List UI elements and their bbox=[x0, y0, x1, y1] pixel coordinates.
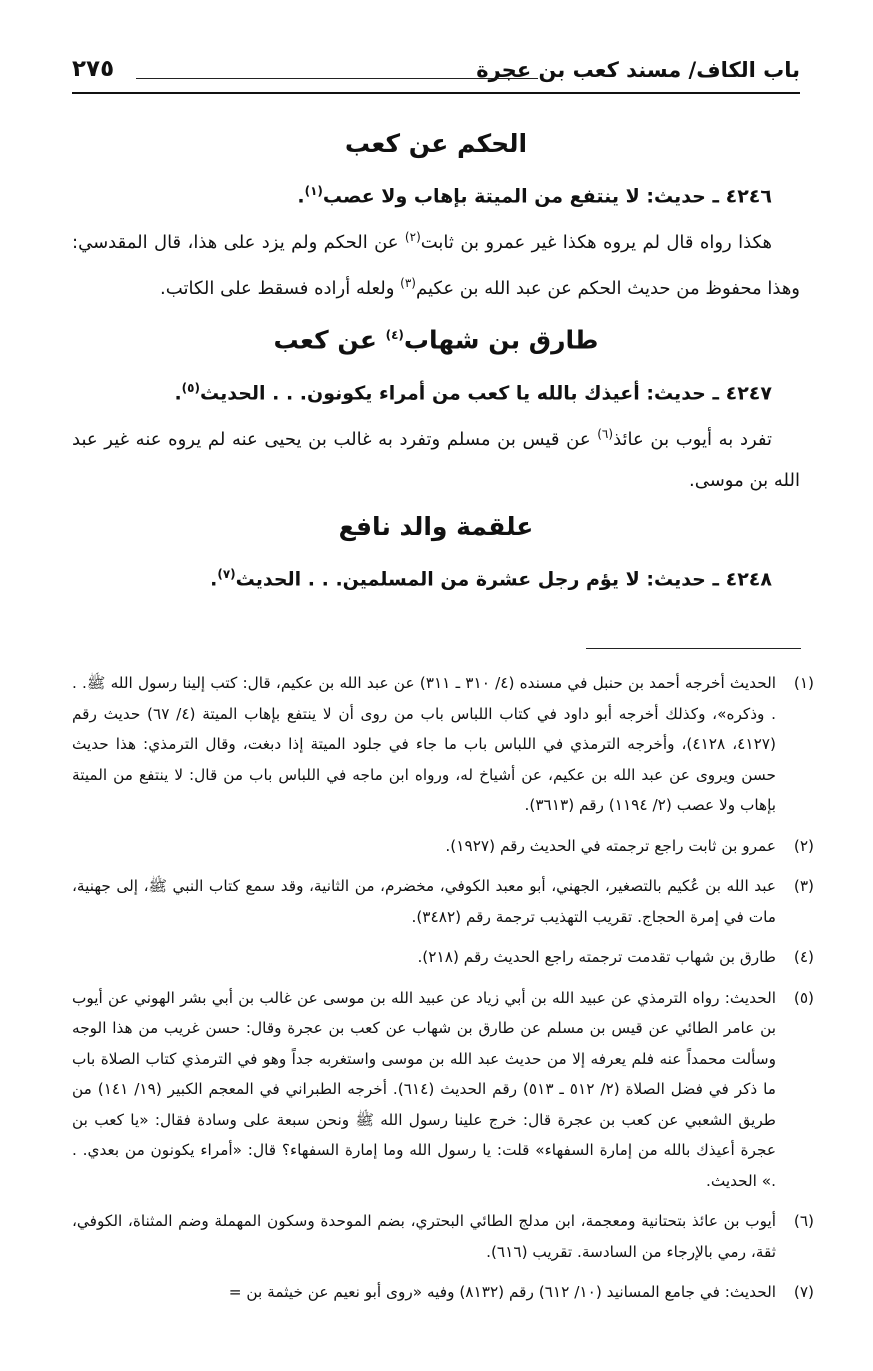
footnote-text: عمرو بن ثابت راجع ترجمته في الحديث رقم (١٩٢٧). bbox=[445, 836, 776, 855]
hadith-text: ـ حديث: لا ينتفع من الميتة بإهاب ولا عصب bbox=[322, 185, 719, 208]
footnote-number: (١) bbox=[793, 674, 814, 692]
hadith-entry: ٤٢٤٨ ـ حديث: لا يؤم رجل عشرة من المسلمين. . . الحديث$^{(٧)}$. bbox=[210, 566, 772, 591]
section-heading: طارق بن شهاب$^{(٤)}$ عن كعب bbox=[273, 325, 599, 355]
hadith-entry: ٤٢٤٧ ـ حديث: أعيذك بالله يا كعب من أمراء يكونون. . . الحديث$^{(٥)}$. bbox=[174, 380, 772, 404]
footnote-ref: (٤) bbox=[385, 328, 404, 343]
footnote-number: (٥) bbox=[793, 988, 814, 1007]
footnote-text: عبد الله بن عُكيم بالتصغير، الجهني، أبو معبد الكوفي، مخضرم، من الثانية، وقد سمع كتاب النبي ﷺ، إلى جهنية، مات في إمرة الحجاج. تقريب التهذيب ترجمة رقم (٣٤٨٢). bbox=[72, 877, 776, 926]
section-heading: علقمة والد نافع bbox=[338, 511, 534, 541]
footnote-ref: (٢) bbox=[404, 230, 421, 245]
running-title: باب الكاف/ مسند كعب بن عجرة bbox=[476, 58, 800, 82]
footnote bbox=[72, 1277, 814, 1308]
footnote bbox=[72, 668, 814, 821]
footnote bbox=[72, 871, 814, 932]
hadith-number: ٤٢٤٨ bbox=[725, 568, 772, 591]
footnote-number: (٦) bbox=[793, 1212, 814, 1230]
header-line bbox=[136, 78, 538, 79]
page-number: ٢٧٥ bbox=[72, 56, 115, 82]
footnote bbox=[72, 983, 814, 1197]
footnote-number: (٢) bbox=[793, 836, 814, 855]
header-rule bbox=[72, 92, 800, 94]
footnote-number: (٤) bbox=[793, 948, 814, 966]
footnote-number: (٧) bbox=[793, 1283, 814, 1301]
footnote-ref: (١) bbox=[304, 184, 323, 198]
hadith-number: ٤٢٤٦ bbox=[725, 185, 772, 208]
footnote-separator bbox=[586, 648, 801, 649]
page-header bbox=[72, 54, 800, 94]
section-heading: الحكم عن كعب bbox=[344, 129, 528, 158]
footnote bbox=[72, 831, 814, 862]
hadith-number: ٤٢٤٧ bbox=[725, 381, 772, 404]
hadith-text: ـ حديث: لا يؤم رجل عشرة من المسلمين. . . الحديث bbox=[235, 568, 719, 591]
hadith-text: ـ حديث: أعيذك بالله يا كعب من أمراء يكونون. . . الحديث bbox=[199, 381, 719, 404]
commentary-paragraph: هكذا رواه قال لم يروه هكذا غير عمرو بن ثابت$^{(٢)}$ عن الحكم ولم يزد على هذا، قال المقدسي: وهذا محفوظ من حديث الحكم عن عبد الله بن عكيم$^{(٣)}$ ولعله أراده فسقط على الكاتب. bbox=[72, 230, 800, 300]
footnote-text: الحديث: رواه الترمذي عن عبيد الله بن أبي زياد عن عبيد الله بن موسى عن غالب بن أبي بشر الهوني عن أيوب بن عامر الطائي عن قيس بن مسلم عن طارق بن شهاب عن كعب بن عجرة وقال: حسن غريب من هذا الوجه وسألت محمداً عنه فلم يعرفه إلا من حديث عبد الله بن موسى واستغربه جداً وهو في الترمذي كتاب الصلاة باب ما ذكر في فضل الصلاة (٢/ ٥١٢ ـ ٥١٣) رقم الحديث (٦١٤). أخرجه الطبراني في المعجم الكبير (١٩/ ١٤١) من طريق الشعبي عن كعب بن عجرة قال: خرج علينا رسول الله ﷺ ونحن سبعة على وسادة فقال: «يا كعب بن عجرة أعيذك بالله من إمارة السفهاء» قلت: يا رسول الله وما إمارة السفهاء؟ قال: «أمراء يكونون من بعدي. . .» الحديث. bbox=[72, 988, 776, 1190]
footnote-text: الحديث أخرجه أحمد بن حنبل في مسنده (٤/ ٣١٠ ـ ٣١١) عن عبد الله بن عكيم، قال: كتب إلينا رسول الله ﷺ. . . وذكره»، وكذلك أخرجه أبو داود في كتاب اللباس باب من روى أن لا ينتفع بإهاب الميتة (٤/ ٦٧) حديث رقم (٤١٢٧، ٤١٢٨)، وأخرجه الترمذي في اللباس باب ما جاء في جلود الميتة إذا دبغت، وقال الترمذي: هذا حديث حسن ويروى عن عبد الله بن عكيم، عن أشياخ له، ورواه ابن ماجه في اللباس باب من قال: لا ينتفع من الميتة بإهاب ولا عصب (٢/ ١١٩٤) رقم (٣٦١٣). bbox=[72, 674, 776, 814]
footnote-text: طارق بن شهاب تقدمت ترجمته راجع الحديث رقم (٢١٨). bbox=[417, 948, 776, 966]
footnotes bbox=[72, 668, 814, 1318]
commentary-paragraph: تفرد به أيوب بن عائذ$^{(٦)}$ عن قيس بن مسلم وتفرد به غالب بن يحيى عنه لم يروه عنه غير عبد الله بن موسى. bbox=[72, 426, 800, 491]
footnote-ref: (٥) bbox=[181, 380, 200, 395]
footnote-number: (٣) bbox=[793, 877, 814, 895]
footnote-text: أيوب بن عائذ بتحتانية ومعجمة، ابن مدلج الطائي البحتري، بضم الموحدة وسكون المهملة وضم المثناة، الكوفي، ثقة، رمي بالإرجاء من السادسة. تقريب (٦١٦). bbox=[72, 1212, 776, 1261]
footnote-ref: (٧) bbox=[217, 566, 236, 581]
hadith-entry: ٤٢٤٦ ـ حديث: لا ينتفع من الميتة بإهاب ولا عصب$^{(١)}$. bbox=[297, 184, 772, 208]
footnote bbox=[72, 942, 814, 973]
footnote-ref: (٣) bbox=[400, 276, 416, 291]
main-text bbox=[72, 118, 800, 600]
footnote-text: الحديث: في جامع المسانيد (١٠/ ٦١٢) رقم (٨١٣٢) وفيه «روى أبو نعيم عن خيثمة بن = bbox=[228, 1283, 776, 1301]
footnote bbox=[72, 1206, 814, 1267]
footnote-ref: (٦) bbox=[597, 426, 614, 441]
